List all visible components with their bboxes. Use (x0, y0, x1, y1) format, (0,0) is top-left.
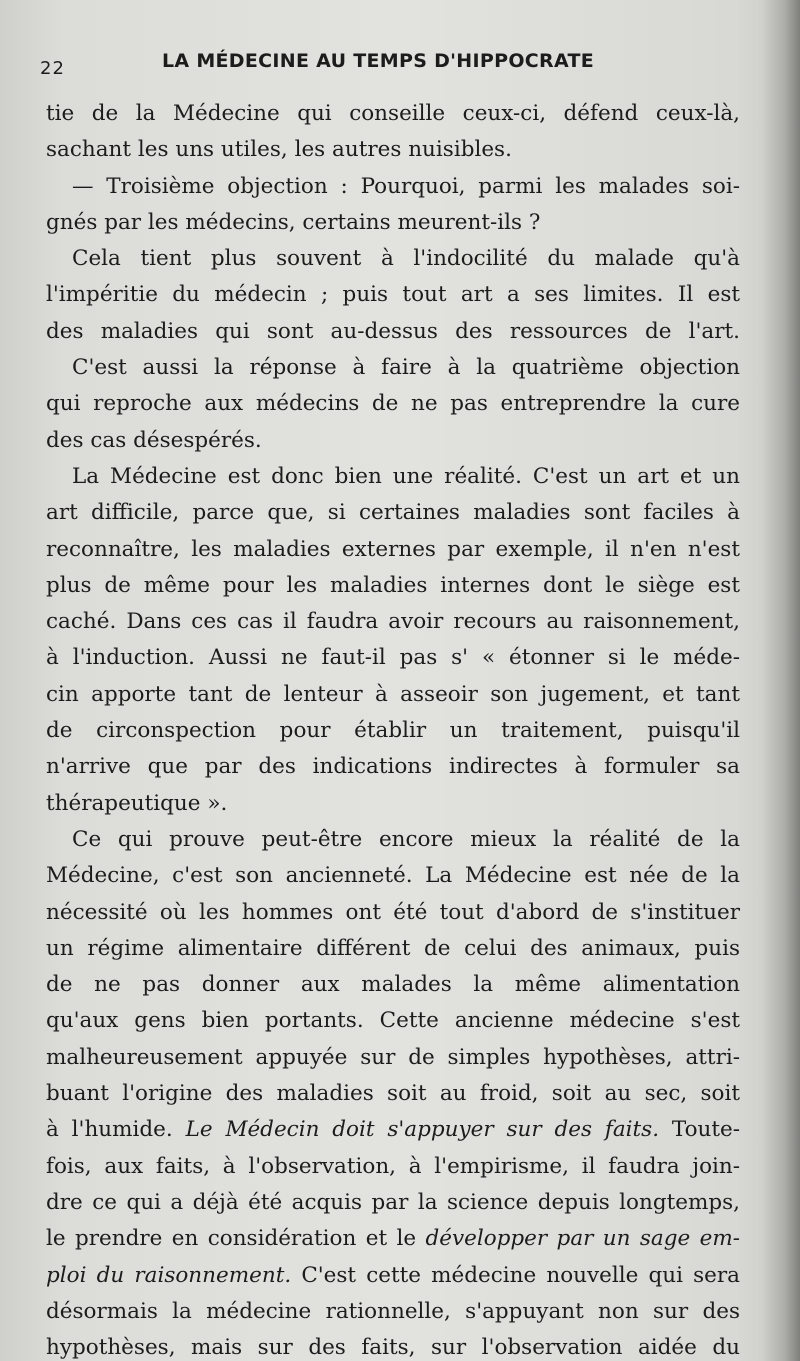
text-run: le prendre en considération et le (46, 1226, 426, 1252)
body-text (46, 96, 740, 1361)
text-line: nécessité où les hommes ont été tout d'abord de s'instituer (46, 899, 740, 925)
text-line: cin apporte tant de lenteur à asseoir son jugement, et tant (46, 681, 740, 707)
running-title: LA MÉDECINE AU TEMPS D'HIPPOCRATE (162, 50, 595, 72)
italic-run: Le Médecin doit s'appuyer sur des faits. (185, 1117, 660, 1143)
text-line: des cas désespérés. (46, 427, 262, 453)
text-line: de ne pas donner aux malades la même alimentation (46, 972, 740, 998)
text-line: caché. Dans ces cas il faudra avoir recours au raisonnement, (46, 609, 740, 635)
text-line: malheureusement appuyée sur de simples hypothèses, attri- (46, 1044, 740, 1070)
text-line: n'arrive que par des indications indirectes à formuler sa (46, 754, 740, 780)
text-line: de circonspection pour établir un traitement, puisqu'il (46, 718, 740, 744)
text-line: art difficile, parce que, si certaines maladies sont faciles à (46, 500, 740, 526)
text-line: désormais la médecine rationnelle, s'appuyant non sur des (46, 1298, 740, 1324)
text-line: C'est aussi la réponse à faire à la quatrième objection (72, 355, 740, 381)
text-line: Ce qui prouve peut-être encore mieux la réalité de la (72, 826, 740, 852)
text-line: — Troisième objection : Pourquoi, parmi les malades soi- (72, 173, 740, 199)
text-line-italic (46, 1112, 740, 1148)
text-line: qui reproche aux médecins de ne pas entreprendre la cure (46, 391, 740, 417)
text-line: fois, aux faits, à l'observation, à l'empirisme, il faudra join- (46, 1153, 740, 1179)
text-line: sachant les uns utiles, les autres nuisibles. (46, 137, 512, 163)
text-line: La Médecine est donc bien une réalité. C'est un art et un (72, 463, 740, 489)
text-run: Toute- (659, 1117, 740, 1143)
text-run: à l'humide. (46, 1117, 186, 1143)
text-line: à l'induction. Aussi ne faut-il pas s' « étonner si le méde- (46, 645, 740, 671)
italic-run: développer par un sage em- (425, 1226, 740, 1252)
text-line: gnés par les médecins, certains meurent-ils ? (46, 209, 541, 235)
text-line-italic (46, 1221, 740, 1257)
text-run: C'est cette médecine nouvelle qui sera (291, 1262, 740, 1288)
text-line: dre ce qui a déjà été acquis par la science depuis longtemps, (46, 1189, 740, 1215)
page-gutter-shadow (762, 0, 800, 1361)
text-line: un régime alimentaire différent de celui des animaux, puis (46, 935, 740, 961)
text-line: thérapeutique ». (46, 790, 228, 816)
text-line: l'impéritie du médecin ; puis tout art a ses limites. Il est (46, 282, 740, 308)
text-line: reconnaître, les maladies externes par exemple, il n'en n'est (46, 536, 740, 562)
text-line: Médecine, c'est son ancienneté. La Médecine est née de la (46, 863, 740, 889)
text-line: buant l'origine des maladies soit au froid, soit au sec, soit (46, 1081, 740, 1107)
running-head (40, 48, 740, 88)
italic-run: ploi du raisonnement. (46, 1262, 292, 1288)
text-line: plus de même pour les maladies internes dont le siège est (46, 572, 740, 598)
text-line: Cela tient plus souvent à l'indocilité du malade qu'à (72, 246, 740, 272)
text-line-italic (46, 1258, 740, 1294)
text-line: des maladies qui sont au-dessus des ressources de l'art. (46, 318, 740, 344)
page-number: 22 (40, 58, 65, 79)
text-line: tie de la Médecine qui conseille ceux-ci, défend ceux-là, (46, 101, 740, 126)
text-line: qu'aux gens bien portants. Cette ancienne médecine s'est (46, 1008, 740, 1034)
text-line: hypothèses, mais sur des faits, sur l'observation aidée du (46, 1335, 740, 1361)
